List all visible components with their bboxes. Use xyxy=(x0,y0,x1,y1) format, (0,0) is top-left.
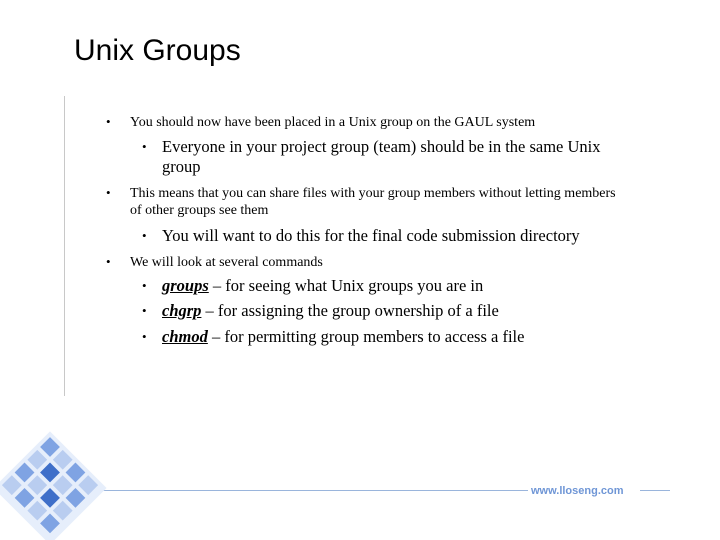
diamond-grid-logo-icon xyxy=(0,430,110,540)
command-description: – for assigning the group ownership of a file xyxy=(201,301,499,320)
command-description: – for permitting group members to access a file xyxy=(207,327,525,346)
footer-url: www.lloseng.com xyxy=(531,485,624,497)
sub-bullet-marker: • xyxy=(142,139,147,154)
bullet-1-sub-1-text: Everyone in your project group (team) should be in the same Unix group xyxy=(162,137,601,176)
sub-bullet-marker: • xyxy=(142,228,147,243)
bullet-marker: • xyxy=(106,114,111,129)
footer-rule-left xyxy=(100,490,528,491)
left-divider xyxy=(64,96,65,396)
bullet-marker: • xyxy=(106,254,111,269)
bullet-1-text: You should now have been placed in a Unix group on the GAUL system xyxy=(130,115,536,130)
command-item-chgrp xyxy=(162,301,622,321)
bullet-3-text: We will look at several commands xyxy=(130,255,323,270)
sub-bullet-marker: • xyxy=(142,278,147,293)
footer-rule-right xyxy=(640,490,670,491)
sub-bullet-marker: • xyxy=(142,329,147,344)
command-name: groups xyxy=(162,276,209,295)
command-item-groups xyxy=(162,276,622,296)
command-name: chmod xyxy=(162,327,208,346)
command-description: – for seeing what Unix groups you are in xyxy=(208,276,484,295)
command-item-chmod xyxy=(162,327,622,347)
sub-bullet-marker: • xyxy=(142,303,147,318)
bullet-marker: • xyxy=(106,185,111,200)
command-name: chgrp xyxy=(162,301,202,320)
bullet-2-text: This means that you can share files with your group members without letting members of other groups see them xyxy=(130,186,616,218)
bullet-2-sub-1-text: You will want to do this for the final code submission directory xyxy=(162,226,580,245)
slide-title: Unix Groups xyxy=(74,34,241,67)
